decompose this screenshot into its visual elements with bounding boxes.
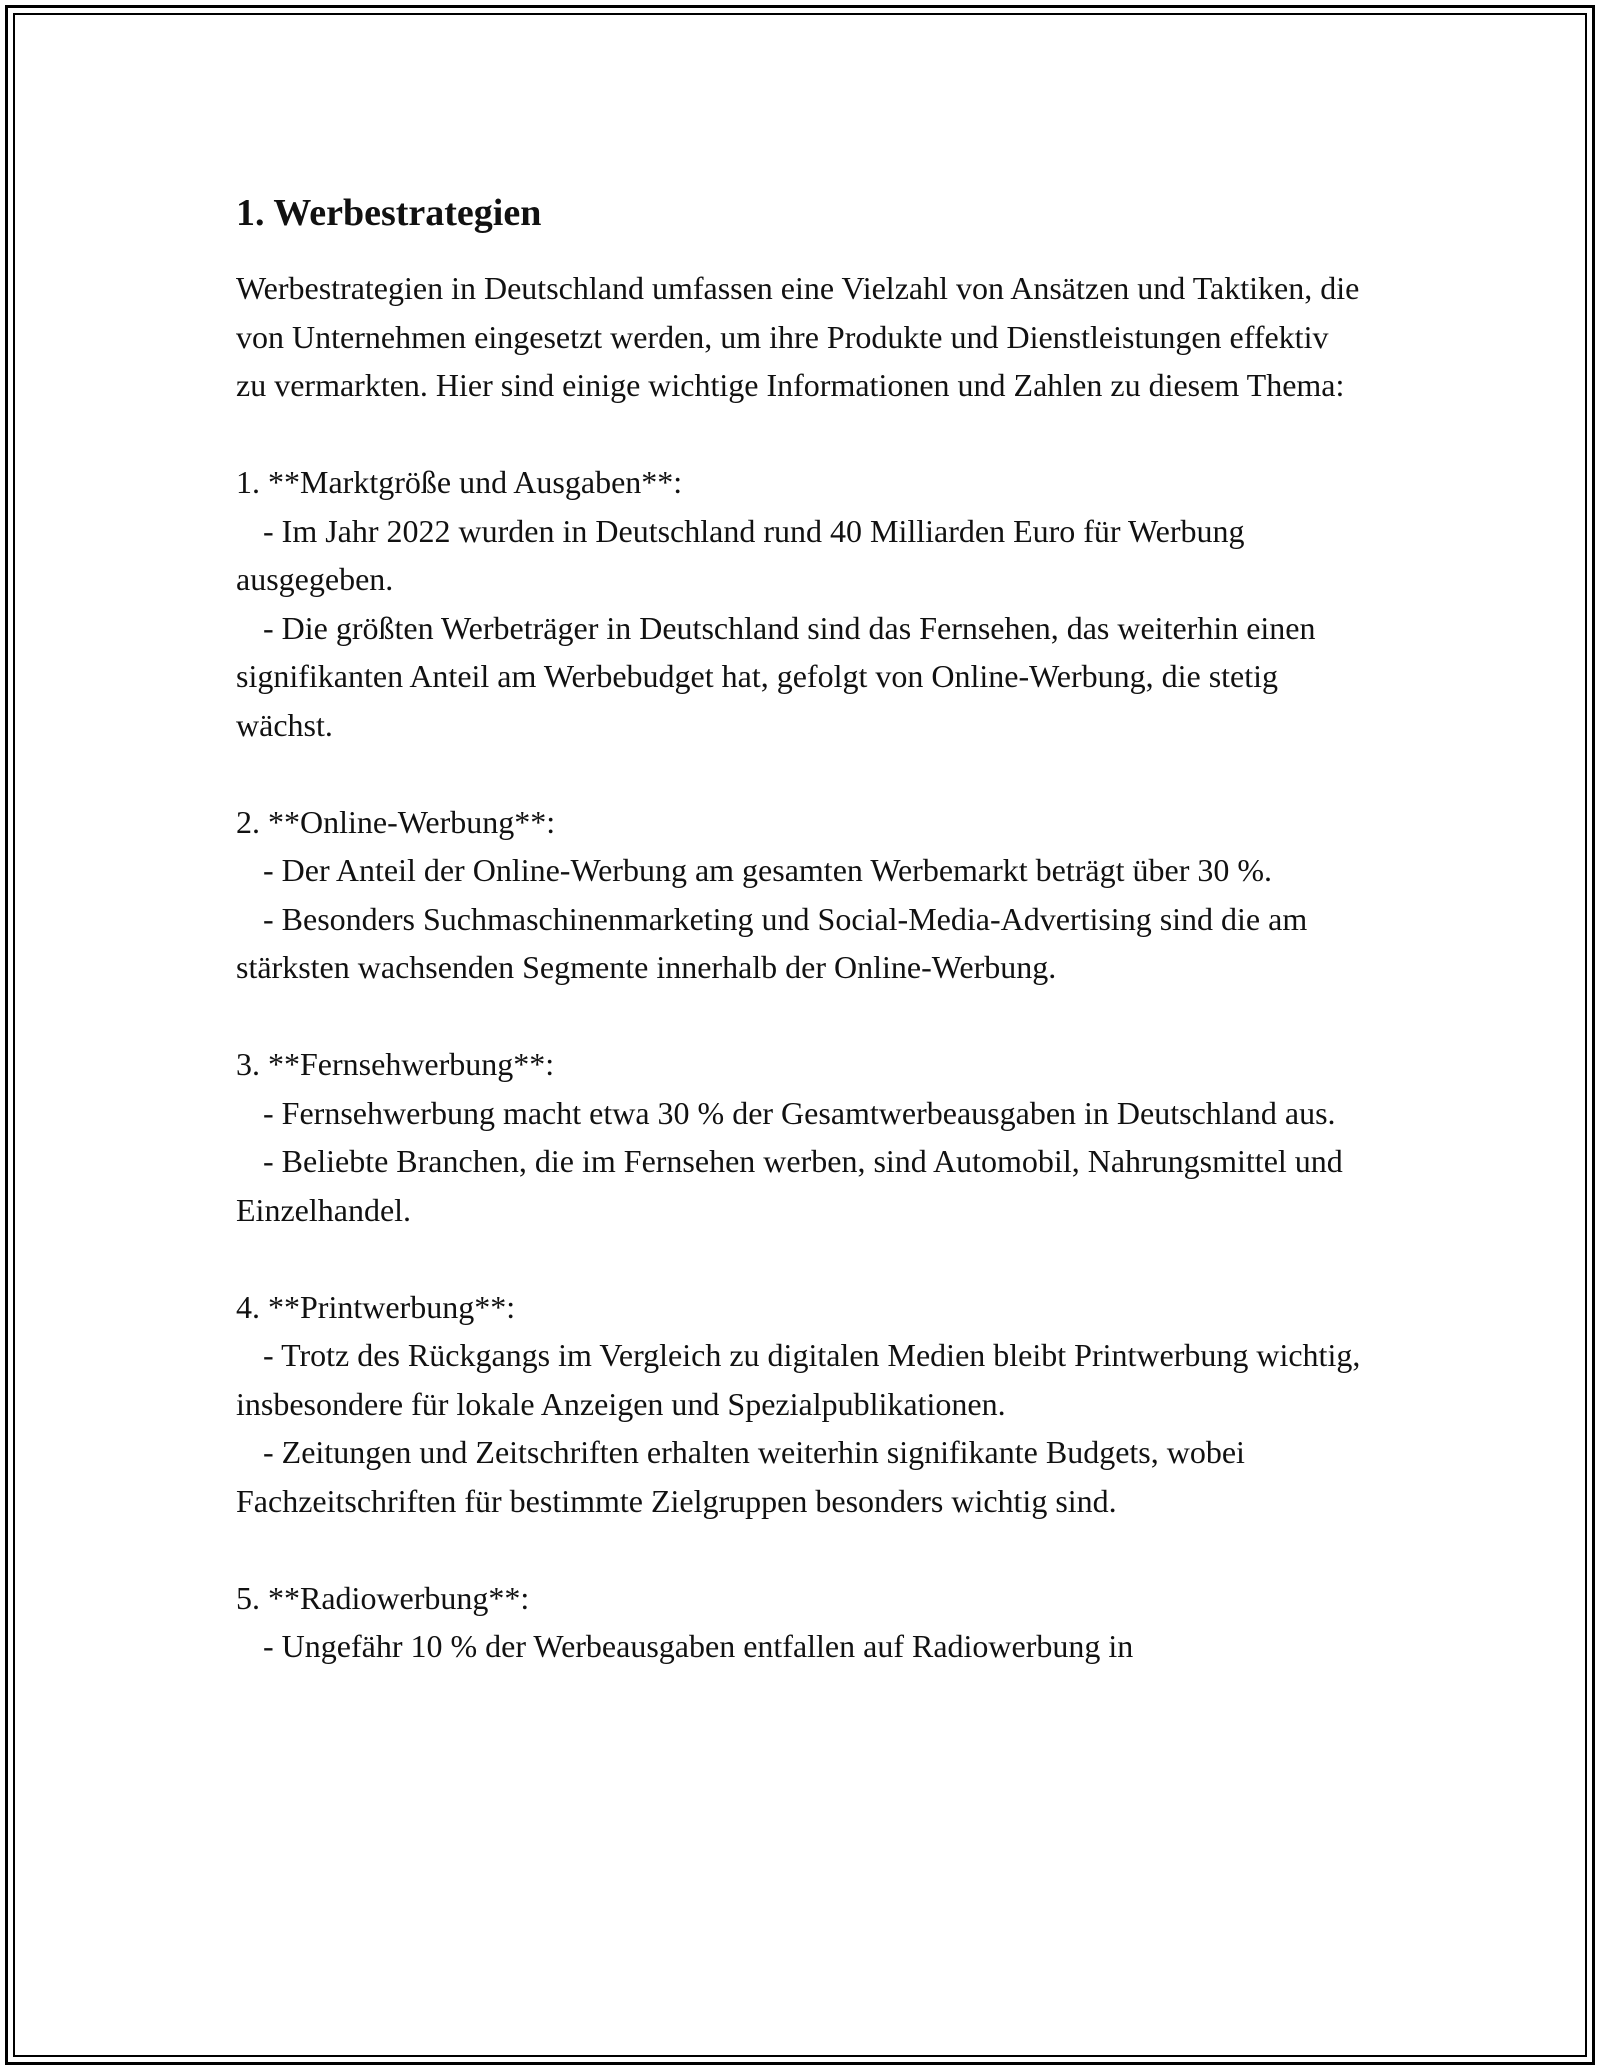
bullet-item <box>236 1622 1366 1671</box>
section-heading: 1. Werbestrategien <box>236 192 542 234</box>
bullet-text: - Beliebte Branchen, die im Fernsehen werben, sind Automobil, Nahrungsmittel und Einzelhandel. <box>236 1143 1343 1228</box>
bullet-text: - Ungefähr 10 % der Werbeausgaben entfallen auf Radiowerbung in <box>263 1628 1134 1664</box>
section-market-size <box>236 458 1366 749</box>
bullet-item <box>236 507 1366 604</box>
bullet-text: - Zeitungen und Zeitschriften erhalten weiterhin signifikante Budgets, wobei Fachzeitschriften für bestimmte Zielgruppen besonders wichtig sind. <box>236 1434 1245 1519</box>
bullet-item <box>236 895 1366 992</box>
section-title: 4. **Printwerbung**: <box>236 1288 516 1325</box>
bullet-item <box>236 846 1366 895</box>
bullet-text: - Der Anteil der Online-Werbung am gesamten Werbemarkt beträgt über 30 %. <box>263 852 1273 888</box>
bullet-item <box>236 1089 1366 1138</box>
bullet-text: - Die größten Werbeträger in Deutschland sind das Fernsehen, das weiterhin einen signifikanten Anteil am Werbebudget hat, gefolgt von Online-Werbung, die stetig wächst. <box>236 609 1316 743</box>
section-online-advertising <box>236 798 1366 992</box>
intro-paragraph: Werbestrategien in Deutschland umfassen eine Vielzahl von Ansätzen und Taktiken, die von Unternehmen eingesetzt werden, um ihre Produkte und Dienstleistungen effektiv zu vermarkten. Hier sind einige wichtige Informationen und Zahlen zu diesem Thema: <box>236 270 1360 403</box>
section-title: 3. **Fernsehwerbung**: <box>236 1046 555 1082</box>
document-body <box>236 190 1366 1671</box>
bullet-text: - Fernsehwerbung macht etwa 30 % der Gesamtwerbeausgaben in Deutschland aus. <box>263 1094 1336 1131</box>
bullet-item <box>236 1331 1366 1428</box>
bullet-text: - Im Jahr 2022 wurden in Deutschland rund 40 Milliarden Euro für Werbung ausgegeben. <box>236 512 1245 597</box>
section-tv-advertising <box>236 1040 1366 1234</box>
section-title: 2. **Online-Werbung**: <box>236 803 556 840</box>
section-radio-advertising <box>236 1574 1366 1671</box>
section-title: 1. **Marktgröße und Ausgaben**: <box>236 464 683 500</box>
bullet-text: - Trotz des Rückgangs im Vergleich zu digitalen Medien bleibt Printwerbung wichtig, insbesondere für lokale Anzeigen und Spezialpublikationen. <box>236 1337 1361 1422</box>
bullet-item <box>236 1137 1366 1234</box>
section-print-advertising <box>236 1283 1366 1526</box>
bullet-item <box>236 1428 1366 1525</box>
section-title: 5. **Radiowerbung**: <box>236 1579 530 1616</box>
bullet-text: - Besonders Suchmaschinenmarketing und Social-Media-Advertising sind die am stärksten wachsenden Segmente innerhalb der Online-Werbung. <box>236 900 1308 985</box>
bullet-item <box>236 604 1366 750</box>
